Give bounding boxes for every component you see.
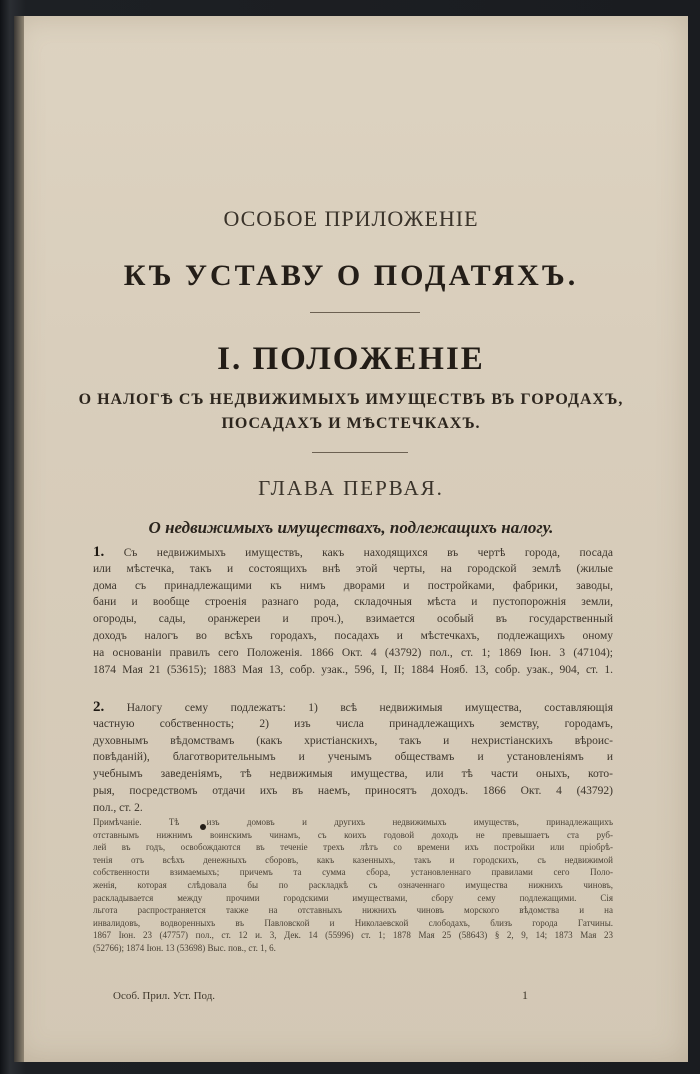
book-page — [14, 16, 688, 1062]
divider-rule — [312, 452, 408, 453]
article-line: дома съ принадлежащими къ нимъ дворами и постройками, фабрики, заводы, — [93, 579, 613, 592]
section-subtitle-line-2: ПОСАДАХЪ И МѢСТЕЧКАХЪ. — [221, 415, 481, 432]
article-line: духовнымъ вѣдомствамъ (какъ христіанскихъ, такъ и нехристіанскихъ вѣроис- — [93, 734, 613, 747]
book-spine-edge — [14, 16, 24, 1062]
note-line: (52766); 1874 Іюн. 13 (53698) Выс. пов., ст. 1, 6. — [93, 942, 276, 953]
running-title: Особ. Прил. Уст. Под. — [113, 990, 216, 1002]
section-subtitle-line-1: О НАЛОГѢ СЪ НЕДВИЖИМЫХЪ ИМУЩЕСТВЪ ВЪ ГОРОДАХЪ, — [78, 391, 624, 408]
chapter-subtitle: О недвижимыхъ имуществахъ, подлежащихъ налогу. — [148, 518, 554, 537]
note-line: женія, которая слѣдовала бы по раскладкѣ съ означеннаго имущества нижнихъ чиновъ, — [93, 879, 613, 890]
note-line: тенія отъ всѣхъ денежныхъ сборовъ, какъ казенныхъ, такъ и городскихъ, съ недвижимой — [93, 854, 613, 865]
article-line: 1. Съ недвижимыхъ имуществъ, какъ находящихся въ чертѣ города, посада — [93, 544, 613, 560]
article-line: учебнымъ заведеніямъ, тѣ недвижимыя имущества, или тѣ части оныхъ, кото- — [93, 768, 613, 781]
article-line: бани и вообще строенія разнаго рода, складочныя мѣста и пустопорожнія земли, — [93, 596, 613, 609]
article-line: повѣданій), благотворительнымъ и ученымъ обществамъ и установленіямъ и — [93, 751, 613, 764]
note-line: инвалидовъ, водворенныхъ въ Павловской и Николаевской слободахъ, близъ города Гатчины. — [93, 917, 613, 928]
supertitle: ОСОБОЕ ПРИЛОЖЕНІЕ — [223, 206, 479, 231]
article-1 — [93, 544, 613, 678]
section-title: I. ПОЛОЖЕНІЕ — [217, 341, 485, 377]
note-line: собственности взимаемыхъ; причемъ та сумма сбора, установленнаго правилами сего Поло- — [93, 867, 613, 878]
page-title: КЪ УСТАВУ О ПОДАТЯХЪ. — [123, 259, 579, 292]
footnote-remark — [93, 816, 613, 955]
article-2 — [93, 699, 613, 817]
article-line: рыя, посредствомъ отдачи ихъ въ наемъ, приносятъ доходъ. 1866 Окт. 4 (43792) — [93, 784, 613, 797]
note-line: 1867 Іюн. 23 (47757) пол., ст. 12 и. 3, Дек. 14 (55996) ст. 1; 1878 Мая 25 (58643) § 2, 9, 14; 1873 Мая 23 — [93, 930, 613, 941]
article-number: 1. — [93, 544, 105, 560]
article-line: пол., ст. 2. — [93, 801, 143, 814]
article-line: 2. Налогу сему подлежатъ: 1) всѣ недвижимыя имущества, составляющія — [93, 699, 613, 715]
article-number: 2. — [93, 699, 105, 715]
note-line: отставнымъ нижнимъ воинскимъ чинамъ, съ коихъ годовой доходъ не превышаетъ ста руб- — [93, 829, 613, 840]
article-line: 1874 Мая 21 (53615); 1883 Мая 13, собр. узак., 596, I, II; 1884 Нояб. 13, собр. узак., 904, ст. 1. — [93, 663, 613, 676]
note-line: Примѣчаніе. Тѣ изъ домовъ и другихъ недвижимыхъ имуществъ, принадлежащихъ — [93, 817, 613, 827]
note-line: льгота распространяется также на отставныхъ нижнихъ чиновъ морского вѣдомства и на — [93, 905, 613, 916]
article-line: или мѣстечка, такъ и состоящихъ внѣ этой черты, на городской землѣ (жилые — [93, 562, 613, 575]
article-line: на основаніи правилъ сего Положенія. 1866 Окт. 4 (43792) пол., ст. 1; 1869 Іюн. 3 (47104); — [93, 646, 613, 659]
article-line: огороды, сады, оранжереи и проч.), взимается особый въ государственный — [93, 613, 613, 626]
article-line: частную собственность; 2) изъ числа принадлежащихъ земству, городамъ, — [93, 717, 613, 730]
chapter-title: ГЛАВА ПЕРВАЯ. — [258, 476, 444, 500]
page-number: 1 — [522, 988, 528, 1002]
article-line: доходъ налогъ во всѣхъ городахъ, посадахъ и мѣстечкахъ, подлежащихъ оному — [93, 629, 613, 642]
note-line: лей въ годъ, освобождаются въ теченіе трехъ лѣтъ со времени ихъ постройки или пріобрѣ- — [93, 842, 613, 853]
note-line: раскладывается между прочими городскими имуществами, сбору сему подлежащими. Сія — [93, 892, 613, 903]
divider-rule — [310, 312, 420, 313]
